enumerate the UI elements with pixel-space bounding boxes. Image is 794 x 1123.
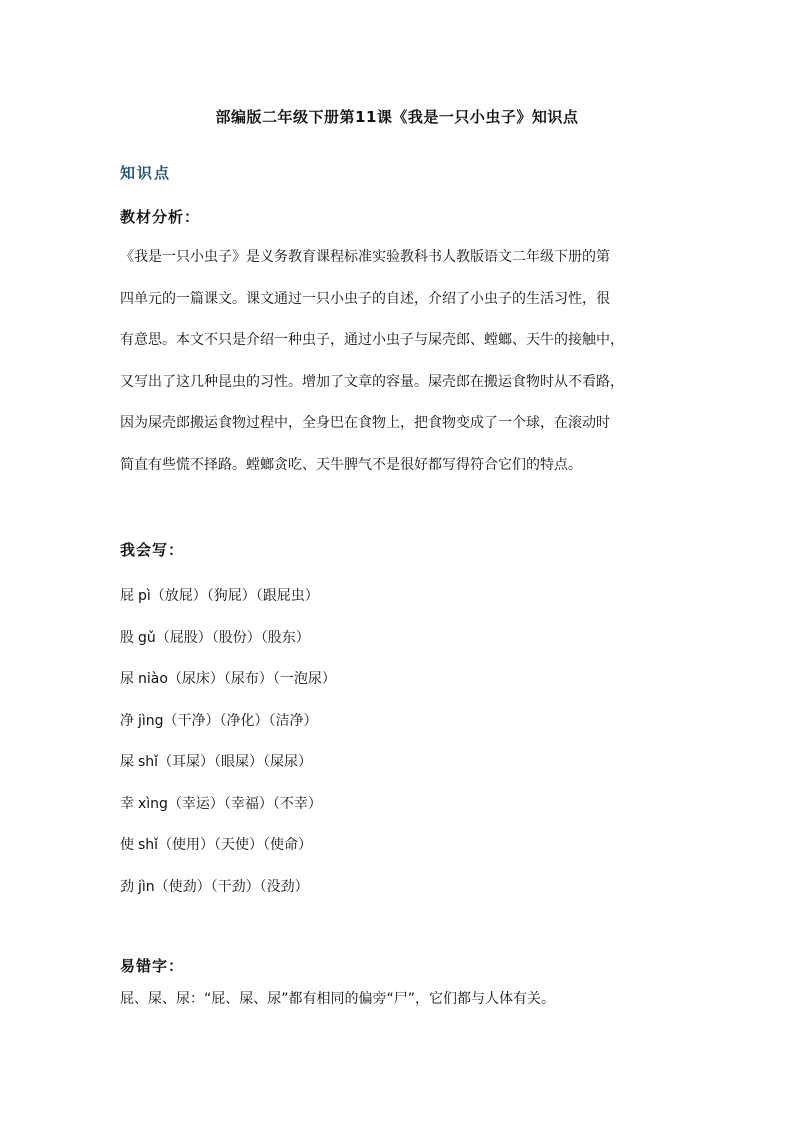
list-item: [120, 701, 680, 743]
character: 使: [120, 837, 134, 853]
analysis-line: 因为屎壳郎搬运食物过程中，全身巴在食物上，把食物变成了一个球，在滚动时: [120, 415, 610, 431]
word-examples: （屁股）（股份）（股东）: [155, 629, 310, 646]
word-examples: （使劲）（干劲）（没劲）: [154, 878, 309, 895]
confusing-note: 屁、屎、尿：“屁、屎、尿”都有相同的偏旁“尸”，它们都与人体有关。: [120, 991, 556, 1007]
list-item: [120, 659, 680, 701]
writing-list: [120, 576, 680, 908]
character: 尿: [120, 671, 134, 687]
analysis-heading: 教材分析：: [120, 208, 201, 226]
list-item: [120, 742, 680, 784]
pinyin: xìng: [138, 795, 168, 812]
pinyin: jìng: [138, 712, 164, 729]
character: 净: [120, 712, 134, 729]
list-item: [120, 784, 680, 826]
analysis-line: 《我是一只小虫子》是义务教育课程标准实验教科书人教版语文二年级下册的第: [120, 249, 610, 265]
word-examples: （耳屎）（眼屎）（屎尿）: [158, 754, 313, 770]
pinyin: gǔ: [138, 629, 156, 646]
pinyin: pì: [138, 588, 151, 604]
document-title: 部编版二年级下册第11课《我是一只小虫子》知识点: [215, 108, 579, 126]
writing-heading: 我会写：: [120, 541, 185, 559]
pinyin: niào: [138, 671, 168, 687]
character: 劲: [120, 878, 134, 895]
section-heading-knowledge: 知识点: [120, 164, 172, 182]
word-examples: （幸运）（幸福）（不幸）: [167, 795, 322, 812]
analysis-line: 又写出了这几种昆虫的习性。增加了文章的容量。屎壳郎在搬运食物时从不看路，: [120, 373, 624, 390]
character: 幸: [120, 795, 134, 812]
list-item: [120, 825, 680, 867]
word-examples: （放屁）（狗屁）（跟屁虫）: [150, 588, 319, 604]
confusing-heading: 易错字：: [120, 957, 185, 975]
list-item: [120, 576, 680, 618]
word-examples: （使用）（天使）（使命）: [158, 837, 313, 853]
analysis-line: 有意思。本文不只是介绍一种虫子，通过小虫子与屎壳郎、螳螂、天牛的接触中，: [120, 332, 624, 348]
character: 屁: [120, 588, 134, 604]
pinyin: shǐ: [138, 754, 159, 770]
word-examples: （干净）（净化）（洁净）: [163, 712, 318, 729]
analysis-line: 四单元的一篇课文。课文通过一只小虫子的自述，介绍了小虫子的生活习性，很: [120, 290, 610, 307]
character: 股: [120, 629, 134, 646]
pinyin: jìn: [138, 878, 155, 895]
word-examples: （尿床）（尿布）（一泡尿）: [167, 671, 336, 687]
list-item: [120, 867, 680, 909]
pinyin: shǐ: [138, 837, 159, 853]
character: 屎: [120, 754, 134, 770]
analysis-paragraph: [120, 237, 680, 486]
analysis-line: 简直有些慌不择路。螳螂贪吃、天牛脾气不是很好都写得符合它们的特点。: [120, 456, 582, 473]
list-item: [120, 618, 680, 660]
